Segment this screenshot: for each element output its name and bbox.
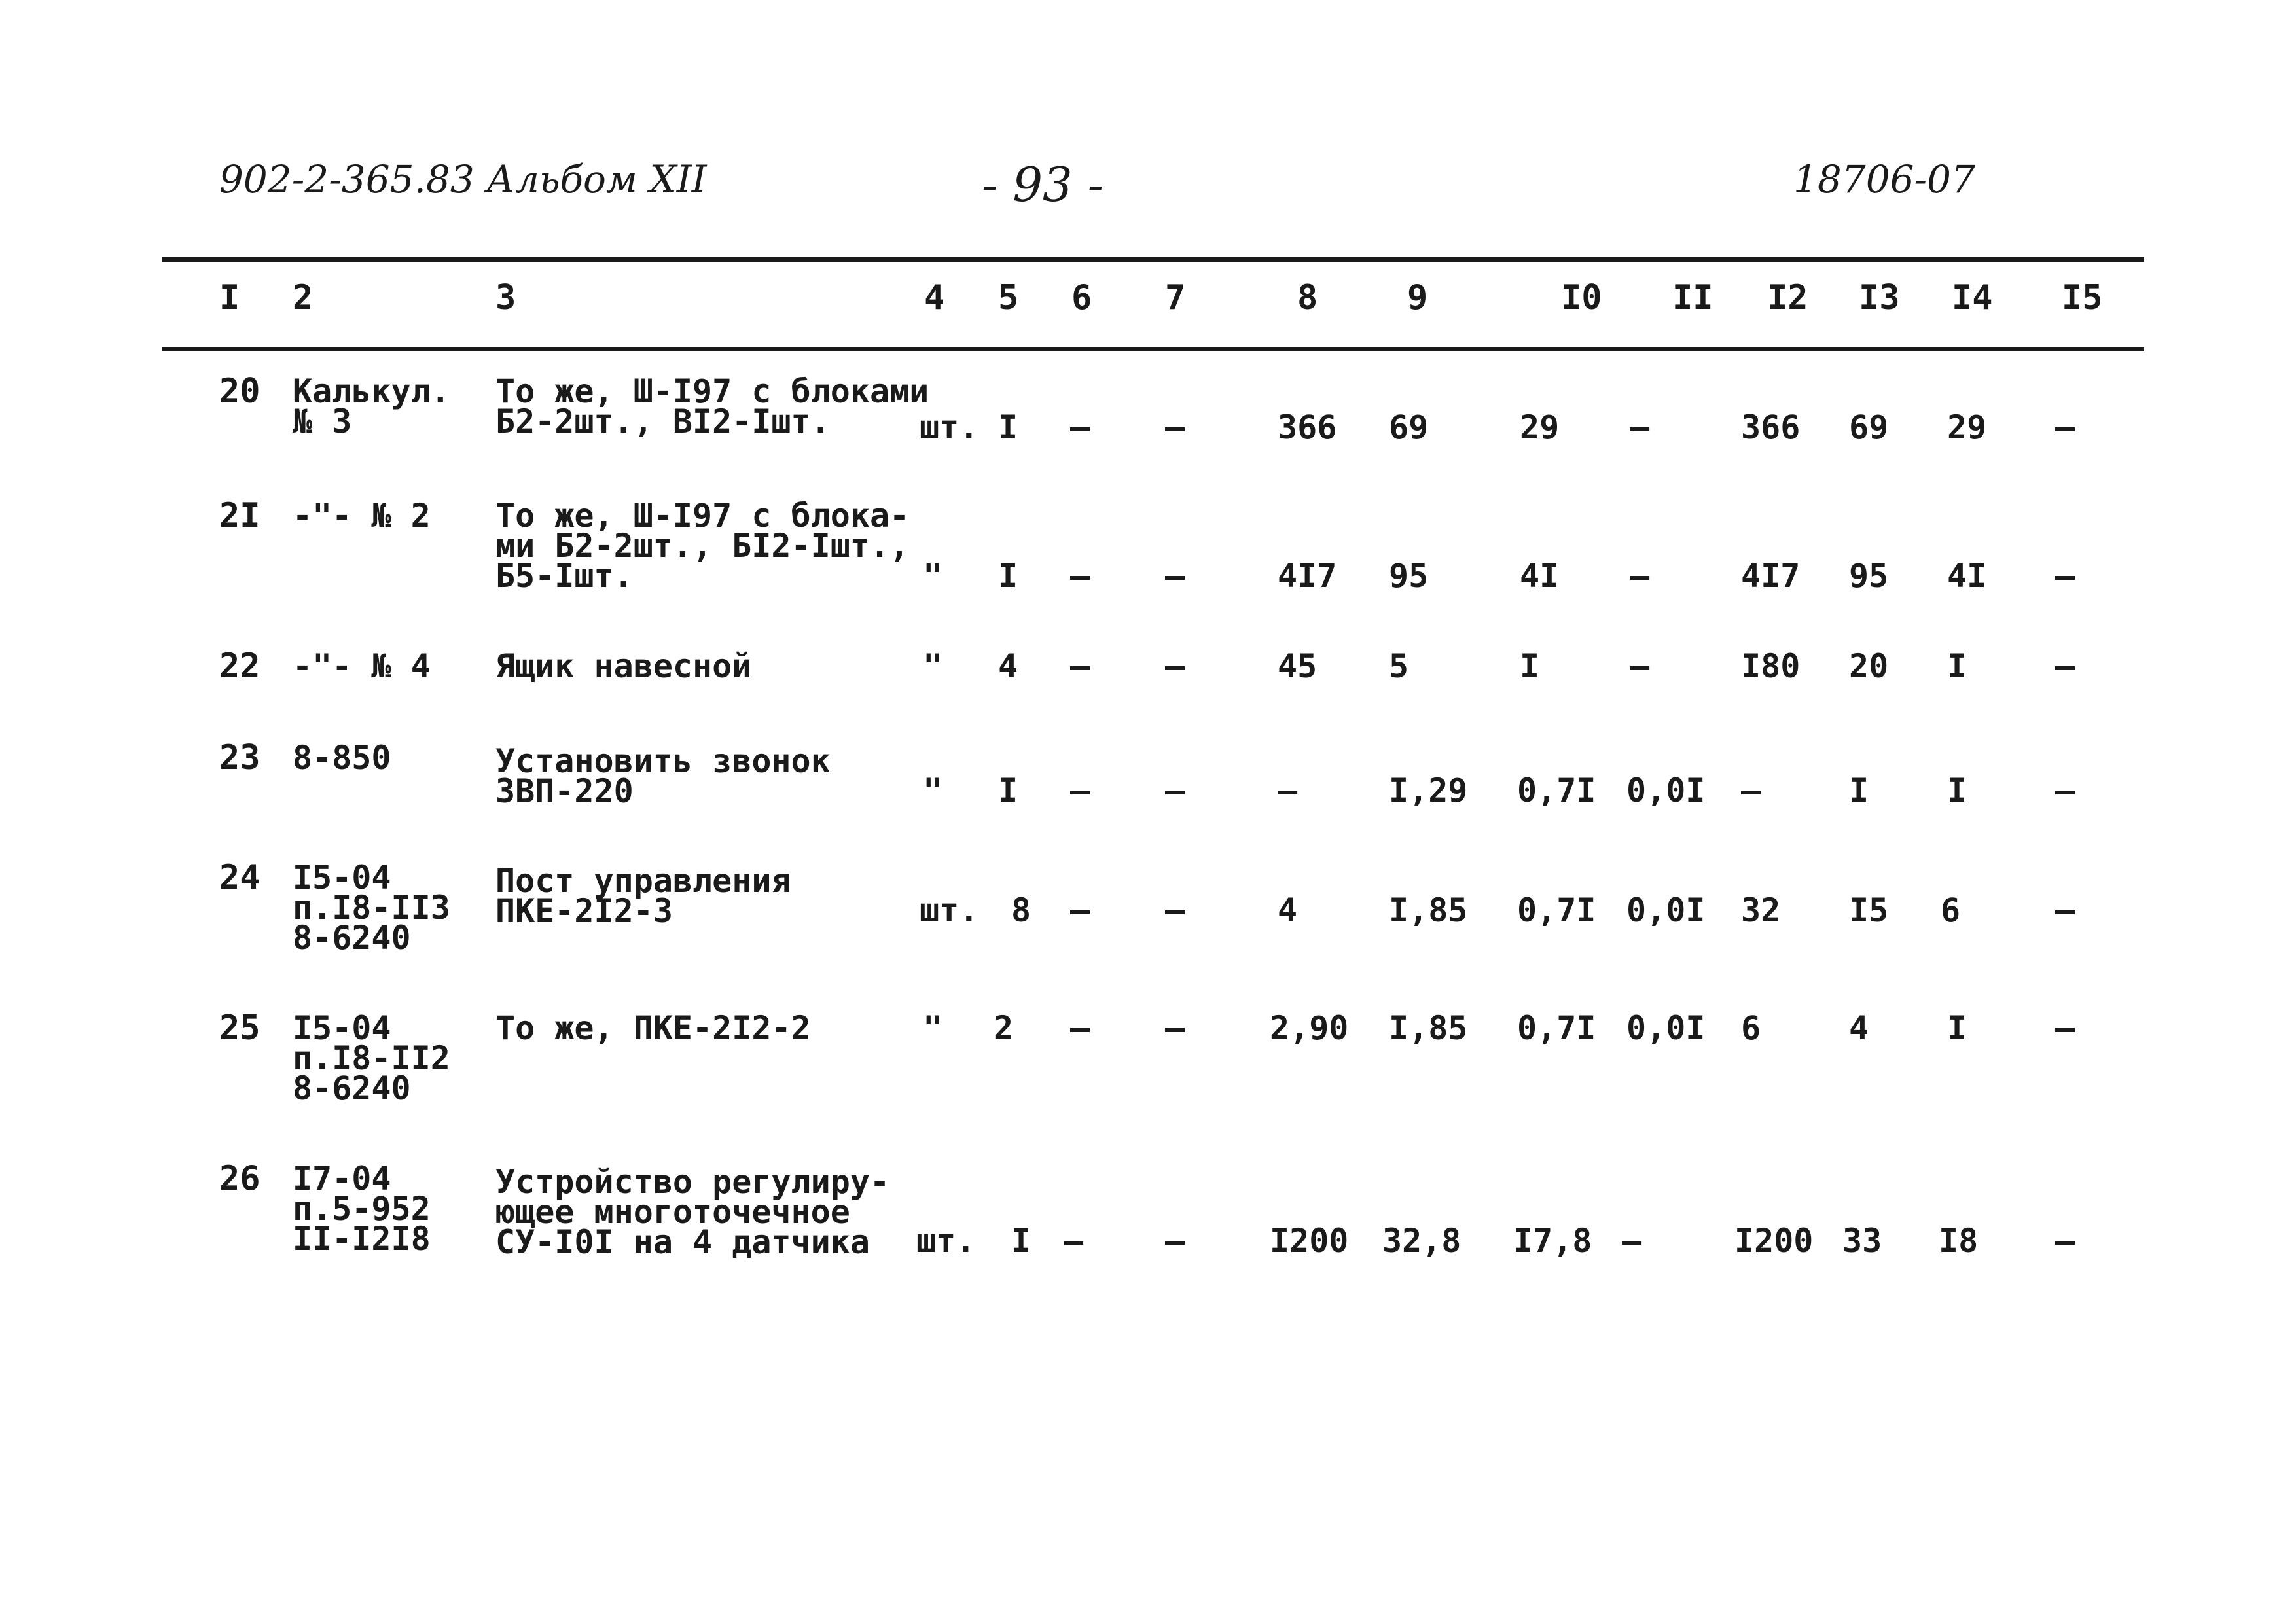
value-cell: – — [1165, 557, 1185, 595]
value-cell: 32,8 — [1382, 1222, 1462, 1260]
value-cell: I — [998, 408, 1018, 446]
column-number: 9 — [1407, 278, 1428, 317]
value-cell: – — [2055, 772, 2075, 810]
value-cell: I5 — [1849, 891, 1889, 929]
value-cell: 2,90 — [1270, 1009, 1349, 1047]
value-cell: I — [1947, 647, 1967, 685]
unit-cell: шт. — [920, 891, 979, 929]
unit-cell: шт. — [920, 408, 979, 446]
document-code: 902-2-365.83 Альбом XII — [219, 157, 707, 202]
page-number: - 93 - — [982, 157, 1104, 212]
value-cell: 6 — [1741, 1009, 1761, 1047]
value-cell: 0,0I — [1626, 1009, 1706, 1047]
value-cell: 0,7I — [1517, 891, 1596, 929]
value-cell: 69 — [1849, 408, 1889, 446]
value-cell: – — [1622, 1222, 1642, 1260]
code-cell: -"- № 4 — [293, 647, 431, 685]
value-cell: – — [2055, 647, 2075, 685]
code-cell: Калькул. № 3 — [293, 372, 450, 440]
value-cell: I — [1849, 772, 1869, 810]
value-cell: – — [2055, 1222, 2075, 1260]
value-cell: I,29 — [1389, 772, 1468, 810]
description-cell: Устройство регулиру- ющее многоточечное СУ-I0I на 4 датчика — [495, 1163, 890, 1261]
code-cell: 8-850 — [293, 739, 391, 777]
document-number: 18706-07 — [1793, 157, 1975, 202]
value-cell: – — [1278, 772, 1298, 810]
value-cell: 95 — [1389, 557, 1429, 595]
value-cell: I200 — [1734, 1222, 1814, 1260]
value-cell: 0,0I — [1626, 772, 1706, 810]
row-number: 2I — [219, 496, 260, 535]
unit-cell: " — [923, 772, 943, 810]
value-cell: 29 — [1947, 408, 1987, 446]
value-cell: – — [2055, 408, 2075, 446]
value-cell: 4 — [998, 647, 1018, 685]
value-cell: 4I7 — [1741, 557, 1801, 595]
column-number: I2 — [1767, 278, 1808, 317]
value-cell: 366 — [1741, 408, 1801, 446]
value-cell: I — [1520, 647, 1540, 685]
value-cell: 45 — [1278, 647, 1318, 685]
value-cell: – — [1070, 891, 1090, 929]
value-cell: I80 — [1741, 647, 1801, 685]
unit-cell: " — [923, 557, 943, 595]
value-cell: 20 — [1849, 647, 1889, 685]
row-number: 24 — [219, 858, 260, 897]
value-cell: I200 — [1270, 1222, 1349, 1260]
value-cell: I — [1011, 1222, 1031, 1260]
value-cell: – — [1070, 1009, 1090, 1047]
column-number: I3 — [1859, 278, 1900, 317]
value-cell: – — [1630, 408, 1650, 446]
unit-cell: шт. — [916, 1222, 976, 1260]
column-number-header — [0, 278, 2296, 330]
value-cell: 29 — [1520, 408, 1560, 446]
table-top-rule — [162, 257, 2144, 262]
value-cell: – — [1070, 772, 1090, 810]
column-number: 8 — [1297, 278, 1318, 317]
value-cell: – — [1165, 1222, 1185, 1260]
value-cell: 4 — [1849, 1009, 1869, 1047]
column-number: 4 — [924, 278, 945, 317]
value-cell: – — [1165, 891, 1185, 929]
value-cell: 2 — [994, 1009, 1014, 1047]
column-number: 7 — [1165, 278, 1186, 317]
value-cell: – — [1165, 647, 1185, 685]
value-cell: I — [998, 772, 1018, 810]
column-number: 6 — [1071, 278, 1092, 317]
value-cell: I — [1947, 772, 1967, 810]
value-cell: 5 — [1389, 647, 1409, 685]
row-number: 23 — [219, 738, 260, 777]
value-cell: 33 — [1842, 1222, 1882, 1260]
value-cell: 366 — [1278, 408, 1337, 446]
value-cell: I,85 — [1389, 891, 1468, 929]
code-cell: I7-04 п.5-952 II-I2I8 — [293, 1160, 431, 1258]
value-cell: – — [1070, 557, 1090, 595]
row-number: 25 — [219, 1008, 260, 1048]
value-cell: 95 — [1849, 557, 1889, 595]
description-cell: Ящик навесной — [495, 647, 752, 685]
column-number: II — [1672, 278, 1713, 317]
row-number: 20 — [219, 372, 260, 411]
value-cell: 32 — [1741, 891, 1781, 929]
value-cell: 6 — [1941, 891, 1961, 929]
column-number: I5 — [2062, 278, 2103, 317]
value-cell: – — [1741, 772, 1761, 810]
value-cell: – — [1630, 647, 1650, 685]
description-cell: То же, ПКЕ-2I2-2 — [495, 1009, 811, 1047]
value-cell: – — [1165, 1009, 1185, 1047]
description-cell: Установить звонок ЗВП-220 — [495, 742, 831, 810]
value-cell: – — [2055, 1009, 2075, 1047]
value-cell: – — [1070, 408, 1090, 446]
code-cell: I5-04 п.I8-II3 8-6240 — [293, 859, 450, 957]
column-number: I4 — [1952, 278, 1993, 317]
code-cell: -"- № 2 — [293, 497, 431, 535]
unit-cell: " — [923, 647, 943, 685]
description-cell: Пост управления ПКЕ-2I2-3 — [495, 862, 791, 930]
column-number: I0 — [1561, 278, 1602, 317]
value-cell: 0,0I — [1626, 891, 1706, 929]
value-cell: – — [1165, 408, 1185, 446]
value-cell: 4 — [1278, 891, 1298, 929]
code-cell: I5-04 п.I8-II2 8-6240 — [293, 1009, 450, 1107]
value-cell: I — [1947, 1009, 1967, 1047]
value-cell: 69 — [1389, 408, 1429, 446]
column-number: I — [219, 278, 240, 317]
value-cell: – — [1064, 1222, 1084, 1260]
value-cell: – — [1630, 557, 1650, 595]
row-number: 22 — [219, 647, 260, 686]
value-cell: 0,7I — [1517, 1009, 1596, 1047]
row-number: 26 — [219, 1159, 260, 1198]
description-cell: То же, Ш-I97 с блока- ми Б2-2шт., БI2-Iшт., Б5-Iшт. — [495, 497, 910, 595]
value-cell: 8 — [1011, 891, 1031, 929]
value-cell: I,85 — [1389, 1009, 1468, 1047]
description-cell: То же, Ш-I97 с блоками Б2-2шт., ВI2-Iшт. — [495, 372, 929, 440]
table-header-rule — [162, 347, 2144, 351]
value-cell: 0,7I — [1517, 772, 1596, 810]
value-cell: – — [2055, 891, 2075, 929]
value-cell: I7,8 — [1513, 1222, 1592, 1260]
column-number: 5 — [998, 278, 1019, 317]
column-number: 2 — [293, 278, 314, 317]
value-cell: – — [1070, 647, 1090, 685]
unit-cell: " — [923, 1009, 943, 1047]
value-cell: 4I — [1520, 557, 1560, 595]
value-cell: – — [2055, 557, 2075, 595]
value-cell: – — [1165, 772, 1185, 810]
value-cell: 4I7 — [1278, 557, 1337, 595]
value-cell: I — [998, 557, 1018, 595]
value-cell: 4I — [1947, 557, 1987, 595]
value-cell: I8 — [1939, 1222, 1979, 1260]
column-number: 3 — [495, 278, 516, 317]
